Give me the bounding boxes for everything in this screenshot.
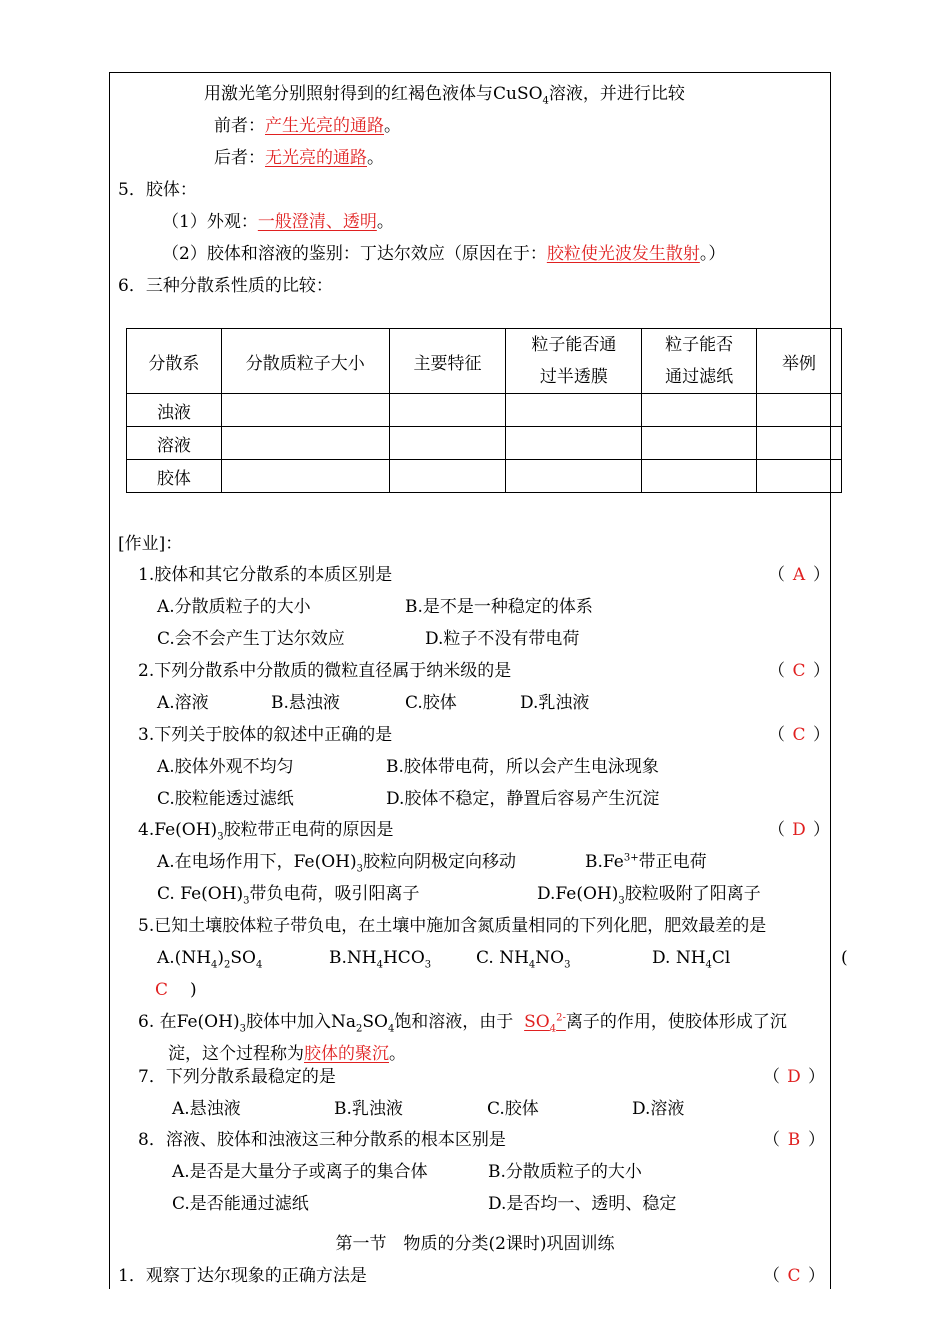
table-row	[127, 460, 842, 493]
q8-option-b: B.分散质粒子的大小	[488, 1162, 642, 1182]
header-cell: 举例	[757, 329, 842, 394]
q2-option-d: D.乳浊液	[520, 693, 590, 713]
q1-stem: 1.胶体和其它分散系的本质区别是	[138, 565, 393, 585]
former-answer: 产生光亮的通路	[265, 116, 384, 136]
q3-option-b: B.胶体带电荷，所以会产生电泳现象	[386, 757, 659, 777]
q8-stem: 8．溶液、胶体和浊液这三种分散系的根本区别是	[138, 1130, 506, 1150]
q7-option-a: A.悬浊液	[172, 1099, 241, 1119]
q3-stem: 3.下列关于胶体的叙述中正确的是	[138, 725, 393, 745]
q1-option-a: A.分散质粒子的大小	[157, 597, 311, 617]
comparison-table	[126, 328, 842, 493]
row-label: 溶液	[127, 427, 222, 460]
q5-option-a: $A.(NH_4)_2SO_4$	[157, 948, 263, 971]
table-header-row	[127, 329, 842, 394]
q1-option-b: B.是不是一种稳定的体系	[405, 597, 593, 617]
practice-q1-stem: 1．观察丁达尔现象的正确方法是	[118, 1266, 367, 1286]
q4-option-d: $D.Fe(OH)_3$胶粒吸附了阳离子	[537, 884, 761, 907]
header-cell: 粒子能否通 过半透膜	[506, 329, 642, 394]
q4-option-c: C. $Fe(OH)_3$带负电荷，吸引阳离子	[157, 884, 420, 907]
row-label: 浊液	[127, 394, 222, 427]
q2-option-b: B.悬浊液	[271, 693, 340, 713]
q4-stem: $4.Fe(OH)_3$胶粒带正电荷的原因是	[138, 820, 394, 843]
header-cell: 分散质粒子大小	[221, 329, 389, 394]
latter-answer: 无光亮的通路	[265, 148, 367, 168]
q3-option-d: D.胶体不稳定，静置后容易产生沉淀	[386, 789, 660, 809]
q5-option-b: $B.NH_4HCO_3$	[329, 948, 432, 971]
q6-answer: 胶体的聚沉	[304, 1044, 389, 1064]
practice-q1-answer: （ C ）	[763, 1266, 825, 1286]
q5-answer: C )	[155, 980, 197, 1000]
q6-line-2: 淀，这个过程称为胶体的聚沉。	[168, 1044, 406, 1064]
table-row	[127, 427, 842, 460]
q8-option-a: A.是否是大量分子或离子的集合体	[172, 1162, 428, 1182]
q3-option-a: A.胶体外观不均匀	[157, 757, 294, 777]
comparison-heading: 6．三种分散系性质的比较：	[118, 276, 333, 296]
q5-stem: 5.已知土壤胶体粒子带负电，在土壤中施加含氮质量相同的下列化肥，肥效最差的是	[138, 916, 767, 936]
q7-stem: 7．下列分散系最稳定的是	[138, 1067, 336, 1087]
q8-option-d: D.是否均一、透明、稳定	[488, 1194, 677, 1214]
homework-heading: [作业]：	[118, 534, 183, 554]
q1-answer: （ A ）	[768, 565, 830, 585]
q4-answer: （ D ）	[768, 820, 830, 840]
identify-line: （2）胶体和溶液的鉴别：丁达尔效应（原因在于：胶粒使光波发生散射。）	[162, 244, 726, 264]
q2-option-c: C.胶体	[405, 693, 457, 713]
laser-line: 用激光笔分别照射得到的红褐色液体与CuSO$_4$溶液，并进行比较	[204, 84, 685, 107]
q6-ion-answer: $SO_4^{2-}$	[524, 1012, 566, 1035]
appearance-line: （1）外观：一般澄清、透明。	[162, 212, 394, 232]
q4-option-b: $B.Fe^{3+}$带正电荷	[585, 852, 707, 872]
table-row	[127, 394, 842, 427]
q5-open-paren: (	[841, 948, 848, 968]
row-label: 胶体	[127, 460, 222, 493]
header-cell: 分散系	[127, 329, 222, 394]
q4-option-a: A.在电场作用下，$Fe(OH)_3$胶粒向阴极定向移动	[157, 852, 517, 875]
header-cell: 主要特征	[389, 329, 506, 394]
q7-option-c: C.胶体	[487, 1099, 539, 1119]
q7-option-d: D.溶液	[632, 1099, 685, 1119]
q5-option-d: D. $NH_4Cl$	[652, 948, 731, 971]
q6-line-1: 6. 在$Fe(OH)_3$胶体中加入$Na_2SO_4$饱和溶液，由于 $SO_4^{2-}$离子的作用，使胶体形成了沉	[138, 1012, 787, 1035]
colloid-heading: 5．胶体：	[118, 180, 197, 200]
latter-line: 后者：无光亮的通路。	[214, 148, 384, 168]
q8-answer: （ B ）	[763, 1130, 825, 1150]
q2-answer: （ C ）	[768, 661, 830, 681]
appearance-answer: 一般澄清、透明	[257, 212, 377, 232]
q8-option-c: C.是否能通过滤纸	[172, 1194, 309, 1214]
q1-option-d: D.粒子不没有带电荷	[425, 629, 580, 649]
q7-answer: （ D ）	[763, 1067, 825, 1087]
q5-option-c: C. $NH_4NO_3$	[476, 948, 571, 971]
identify-answer: 胶粒使光波发生散射	[546, 244, 700, 264]
q3-answer: （ C ）	[768, 725, 830, 745]
q1-option-c: C.会不会产生丁达尔效应	[157, 629, 345, 649]
q3-option-c: C.胶粒能透过滤纸	[157, 789, 294, 809]
q2-option-a: A.溶液	[157, 693, 209, 713]
section-title: 第一节 物质的分类(2课时)巩固训练	[335, 1234, 615, 1254]
former-line: 前者：产生光亮的通路。	[214, 116, 401, 136]
q7-option-b: B.乳浊液	[334, 1099, 403, 1119]
q2-stem: 2.下列分散系中分散质的微粒直径属于纳米级的是	[138, 661, 512, 681]
header-cell: 粒子能否 通过滤纸	[642, 329, 757, 394]
